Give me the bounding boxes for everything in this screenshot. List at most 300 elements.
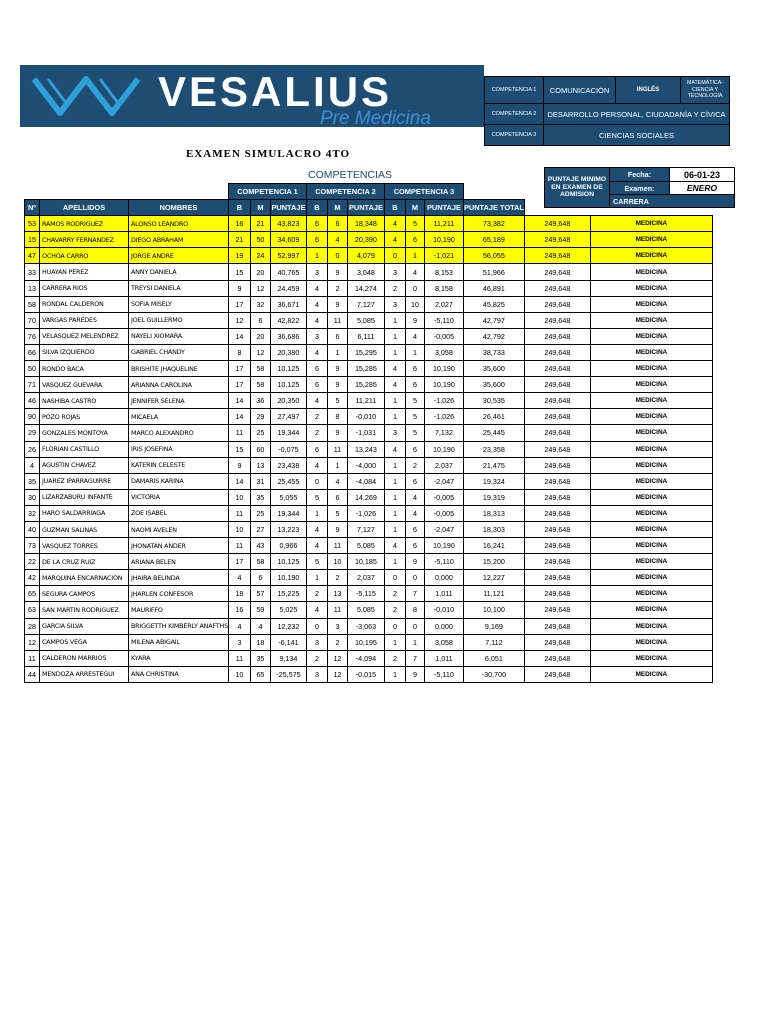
- c1-puntaje: 10,125: [270, 361, 306, 377]
- carrera-cell: MEDICINA: [590, 312, 712, 328]
- puntaje-minimo: 249,648: [524, 505, 590, 521]
- c2-buenas: 3: [306, 328, 327, 344]
- c1-malas: 13: [250, 457, 270, 473]
- c1-buenas: 17: [228, 296, 250, 312]
- carrera-cell: MEDICINA: [590, 377, 712, 393]
- carrera-cell: MEDICINA: [590, 361, 712, 377]
- puntaje-total: 19,319: [463, 489, 524, 505]
- fecha-value: 06-01-23: [670, 168, 735, 182]
- c2-malas: 1: [327, 344, 347, 360]
- c1-buenas: 15: [228, 264, 250, 280]
- puntaje-minimo: 249,648: [524, 377, 590, 393]
- nombres-cell: ANNY DANIELA: [129, 264, 229, 280]
- c3-puntaje: 3,058: [424, 634, 463, 650]
- c1-malas: 12: [250, 280, 270, 296]
- c2-malas: 10: [327, 554, 347, 570]
- c3-buenas: 4: [384, 216, 405, 232]
- carrera-cell: MEDICINA: [590, 554, 712, 570]
- puntaje-total: 26,461: [463, 409, 524, 425]
- c2-buenas: 4: [306, 457, 327, 473]
- row-number: 70: [25, 312, 40, 328]
- c1-puntaje: -6,141: [270, 634, 306, 650]
- c3-buenas: 1: [384, 634, 405, 650]
- nombres-cell: NAOMI AVELEN: [129, 521, 229, 537]
- nombres-cell: MILENA ABIGAIL: [129, 634, 229, 650]
- puntaje-minimo: 249,648: [524, 602, 590, 618]
- puntaje-minimo: 249,648: [524, 441, 590, 457]
- c1-malas: 20: [250, 328, 270, 344]
- c2-malas: 11: [327, 602, 347, 618]
- c1-puntaje: 0,966: [270, 538, 306, 554]
- c2-buenas: 3: [306, 634, 327, 650]
- puntaje-minimo: 249,648: [524, 425, 590, 441]
- c1-buenas: 8: [228, 344, 250, 360]
- col-header: PUNTAJE: [424, 200, 463, 216]
- table-row: [25, 489, 713, 505]
- nombres-cell: JHARLEN CONFESOR: [129, 586, 229, 602]
- col-header: Nº: [25, 200, 40, 216]
- c1-buenas: 11: [228, 425, 250, 441]
- c2-malas: 5: [327, 393, 347, 409]
- c3-buenas: 2: [384, 586, 405, 602]
- apellidos-cell: MARQUINA ENCARNACION: [40, 570, 129, 586]
- c3-malas: 9: [405, 554, 424, 570]
- c1-malas: 21: [250, 216, 270, 232]
- puntaje-minimo: 249,648: [524, 280, 590, 296]
- col-header: M: [327, 200, 347, 216]
- c2-buenas: 4: [306, 521, 327, 537]
- puntaje-total: 35,600: [463, 377, 524, 393]
- c1-puntaje: 43,823: [270, 216, 306, 232]
- carrera-cell: MEDICINA: [590, 425, 712, 441]
- table-row: [25, 264, 713, 280]
- c1-buenas: 14: [228, 393, 250, 409]
- puntaje-total: 11,121: [463, 586, 524, 602]
- c3-puntaje: 2,027: [424, 296, 463, 312]
- c1-buenas: 12: [228, 312, 250, 328]
- carrera-cell: MEDICINA: [590, 634, 712, 650]
- nombres-cell: ARIANNA CAROLINA: [129, 377, 229, 393]
- c1-puntaje: 34,609: [270, 232, 306, 248]
- c2-malas: 9: [327, 264, 347, 280]
- apellidos-cell: OCHOA CARRO: [40, 248, 129, 264]
- c3-malas: 5: [405, 425, 424, 441]
- c1-buenas: 16: [228, 602, 250, 618]
- nombres-cell: ARIANA BELEN: [129, 554, 229, 570]
- puntaje-total: 7,112: [463, 634, 524, 650]
- puntaje-minimo: 249,648: [524, 586, 590, 602]
- nombres-cell: MAURIFFO: [129, 602, 229, 618]
- col-header: B: [384, 200, 405, 216]
- row-number: 90: [25, 409, 40, 425]
- c2-buenas: 6: [306, 216, 327, 232]
- column-header-row: [25, 200, 713, 216]
- c2-buenas: 0: [306, 473, 327, 489]
- c1-buenas: 14: [228, 409, 250, 425]
- c2-malas: 12: [327, 666, 347, 682]
- row-number: 76: [25, 328, 40, 344]
- c3-buenas: 0: [384, 570, 405, 586]
- c2-puntaje: 5,085: [347, 312, 384, 328]
- c1-malas: 35: [250, 650, 270, 666]
- row-number: 66: [25, 344, 40, 360]
- table-row: [25, 521, 713, 537]
- c1-malas: 25: [250, 425, 270, 441]
- row-number: 47: [25, 248, 40, 264]
- table-row: [25, 505, 713, 521]
- puntaje-minimo: 249,648: [524, 489, 590, 505]
- c1-puntaje: 20,380: [270, 344, 306, 360]
- c2-puntaje: 3,048: [347, 264, 384, 280]
- table-row: [25, 361, 713, 377]
- c1-buenas: 18: [228, 586, 250, 602]
- puntaje-total: 18,303: [463, 521, 524, 537]
- table-row: [25, 538, 713, 554]
- puntaje-total: 6,051: [463, 650, 524, 666]
- row-number: 46: [25, 393, 40, 409]
- col-header: APELLIDOS: [40, 200, 129, 216]
- c2-buenas: 1: [306, 570, 327, 586]
- row-number: 63: [25, 602, 40, 618]
- comp-key: COMPETENCIA 1: [485, 77, 544, 104]
- comp-value: CIENCIAS SOCIALES: [544, 125, 730, 146]
- row-number: 42: [25, 570, 40, 586]
- c2-puntaje: 10,195: [347, 634, 384, 650]
- col-header: M: [405, 200, 424, 216]
- carrera-cell: MEDICINA: [590, 666, 712, 682]
- c1-malas: 65: [250, 666, 270, 682]
- apellidos-cell: CAMPOS VEGA: [40, 634, 129, 650]
- c2-puntaje: 14,274: [347, 280, 384, 296]
- c1-buenas: 16: [228, 216, 250, 232]
- c3-puntaje: 10,190: [424, 538, 463, 554]
- c3-puntaje: -0,005: [424, 505, 463, 521]
- c1-puntaje: 20,350: [270, 393, 306, 409]
- puntaje-minimo: 249,648: [524, 216, 590, 232]
- results-body: [25, 216, 713, 683]
- c2-puntaje: 14,269: [347, 489, 384, 505]
- puntaje-minimo: 249,648: [524, 666, 590, 682]
- puntaje-minimo: 249,648: [524, 409, 590, 425]
- c3-malas: 5: [405, 409, 424, 425]
- c3-buenas: 4: [384, 441, 405, 457]
- c2-puntaje: -0,010: [347, 409, 384, 425]
- c1-puntaje: 12,232: [270, 618, 306, 634]
- puntaje-total: 25,445: [463, 425, 524, 441]
- col-header: NOMBRES: [129, 200, 229, 216]
- comp-value: COMUNICACIÓN: [544, 77, 616, 104]
- c3-puntaje: 0,000: [424, 570, 463, 586]
- c1-buenas: 17: [228, 377, 250, 393]
- c1-malas: 24: [250, 248, 270, 264]
- puntaje-minimo: 249,648: [524, 618, 590, 634]
- c1-puntaje: 5,055: [270, 489, 306, 505]
- row-number: 33: [25, 264, 40, 280]
- c3-malas: 4: [405, 489, 424, 505]
- c1-malas: 6: [250, 570, 270, 586]
- carrera-cell: MEDICINA: [590, 618, 712, 634]
- c2-malas: 6: [327, 328, 347, 344]
- examen-value: ENERO: [670, 182, 735, 195]
- c1-buenas: 15: [228, 441, 250, 457]
- table-row: [25, 554, 713, 570]
- c1-malas: 35: [250, 489, 270, 505]
- c2-buenas: 6: [306, 377, 327, 393]
- apellidos-cell: SAN MARTIN RODRIGUEZ: [40, 602, 129, 618]
- c2-malas: 9: [327, 425, 347, 441]
- table-row: [25, 409, 713, 425]
- nombres-cell: VICTORIA: [129, 489, 229, 505]
- c3-puntaje: -5,110: [424, 666, 463, 682]
- c2-puntaje: 2,037: [347, 570, 384, 586]
- carrera-cell: MEDICINA: [590, 344, 712, 360]
- carrera-cell: MEDICINA: [590, 296, 712, 312]
- c3-puntaje: 10,190: [424, 361, 463, 377]
- row-number: 30: [25, 489, 40, 505]
- apellidos-cell: DE LA CRUZ RUIZ: [40, 554, 129, 570]
- table-row: [25, 248, 713, 264]
- c3-buenas: 1: [384, 312, 405, 328]
- c3-buenas: 4: [384, 377, 405, 393]
- apellidos-cell: RAMOS RODRIGUEZ: [40, 216, 129, 232]
- puntaje-total: 46,891: [463, 280, 524, 296]
- c3-buenas: 2: [384, 602, 405, 618]
- apellidos-cell: VELASQUEZ MELENDREZ: [40, 328, 129, 344]
- results-table: [24, 183, 713, 683]
- row-number: 44: [25, 666, 40, 682]
- c1-malas: 27: [250, 521, 270, 537]
- row-number: 50: [25, 361, 40, 377]
- apellidos-cell: GUZMAN SALINAS: [40, 521, 129, 537]
- c2-malas: 4: [327, 232, 347, 248]
- c1-malas: 29: [250, 409, 270, 425]
- row-number: 35: [25, 473, 40, 489]
- apellidos-cell: CHAVARRY FERNANDEZ: [40, 232, 129, 248]
- c1-puntaje: 5,025: [270, 602, 306, 618]
- table-row: [25, 328, 713, 344]
- row-number: 28: [25, 618, 40, 634]
- c2-buenas: 3: [306, 666, 327, 682]
- c2-malas: 5: [327, 505, 347, 521]
- table-row: [25, 441, 713, 457]
- table-row: [25, 425, 713, 441]
- c3-puntaje: -0,005: [424, 328, 463, 344]
- c2-puntaje: -5,115: [347, 586, 384, 602]
- c3-malas: 2: [405, 457, 424, 473]
- c3-puntaje: -2,047: [424, 473, 463, 489]
- puntaje-total: 38,733: [463, 344, 524, 360]
- carrera-cell: MEDICINA: [590, 216, 712, 232]
- c3-malas: 6: [405, 538, 424, 554]
- c3-puntaje: -0,010: [424, 602, 463, 618]
- c2-malas: 3: [327, 618, 347, 634]
- c1-puntaje: 10,125: [270, 554, 306, 570]
- puntaje-minimo: 249,648: [524, 232, 590, 248]
- table-row: [25, 312, 713, 328]
- c1-puntaje: 23,438: [270, 457, 306, 473]
- puntaje-minimo: 249,648: [524, 248, 590, 264]
- examen-label: Examen:: [610, 182, 670, 195]
- c2-puntaje: 18,348: [347, 216, 384, 232]
- nombres-cell: KATERIN CELESTE: [129, 457, 229, 473]
- c1-malas: 32: [250, 296, 270, 312]
- table-row: [25, 666, 713, 682]
- c3-buenas: 1: [384, 409, 405, 425]
- row-number: 12: [25, 634, 40, 650]
- c3-puntaje: 7,132: [424, 425, 463, 441]
- c3-puntaje: 2,037: [424, 457, 463, 473]
- carrera-cell: MEDICINA: [590, 538, 712, 554]
- c1-buenas: 3: [228, 634, 250, 650]
- c2-malas: 12: [327, 650, 347, 666]
- table-row: [25, 602, 713, 618]
- c2-malas: 2: [327, 634, 347, 650]
- c1-puntaje: 42,822: [270, 312, 306, 328]
- carrera-cell: MEDICINA: [590, 441, 712, 457]
- group-header: COMPETENCIA 1: [228, 184, 306, 200]
- carrera-cell: MEDICINA: [590, 264, 712, 280]
- c3-buenas: 1: [384, 473, 405, 489]
- apellidos-cell: LIZARZABURU INFANTE: [40, 489, 129, 505]
- apellidos-cell: AGUSTIN CHAVEZ: [40, 457, 129, 473]
- puntaje-total: -30,700: [463, 666, 524, 682]
- c1-buenas: 14: [228, 328, 250, 344]
- c2-buenas: 6: [306, 441, 327, 457]
- puntaje-total: 45,825: [463, 296, 524, 312]
- puntaje-total: 30,535: [463, 393, 524, 409]
- c3-puntaje: 0,000: [424, 618, 463, 634]
- apellidos-cell: CARRERA RIOS: [40, 280, 129, 296]
- c1-puntaje: 10,190: [270, 570, 306, 586]
- table-row: [25, 393, 713, 409]
- c1-puntaje: 19,344: [270, 505, 306, 521]
- c3-malas: 1: [405, 634, 424, 650]
- c1-puntaje: 36,686: [270, 328, 306, 344]
- nombres-cell: ANA CHRISTINA: [129, 666, 229, 682]
- apellidos-cell: HARO SALDARRIAGA: [40, 505, 129, 521]
- c1-buenas: 10: [228, 666, 250, 682]
- c3-malas: 0: [405, 280, 424, 296]
- c1-buenas: 9: [228, 457, 250, 473]
- c2-buenas: 2: [306, 425, 327, 441]
- c3-malas: 7: [405, 586, 424, 602]
- table-row: [25, 634, 713, 650]
- c2-buenas: 4: [306, 280, 327, 296]
- c1-malas: 6: [250, 312, 270, 328]
- c2-malas: 6: [327, 489, 347, 505]
- c3-buenas: 1: [384, 393, 405, 409]
- table-row: [25, 650, 713, 666]
- c1-puntaje: 24,459: [270, 280, 306, 296]
- row-number: 22: [25, 554, 40, 570]
- c2-malas: 9: [327, 361, 347, 377]
- nombres-cell: NAYELI XIOMARA: [129, 328, 229, 344]
- row-number: 65: [25, 586, 40, 602]
- c2-buenas: 4: [306, 602, 327, 618]
- nombres-cell: JHONATAN ANDER: [129, 538, 229, 554]
- c3-puntaje: 8,158: [424, 280, 463, 296]
- c1-malas: 12: [250, 344, 270, 360]
- row-number: 58: [25, 296, 40, 312]
- c3-puntaje: 1,011: [424, 650, 463, 666]
- c3-puntaje: 10,190: [424, 232, 463, 248]
- col-header: PUNTAJE: [270, 200, 306, 216]
- c3-puntaje: -0,005: [424, 489, 463, 505]
- c3-puntaje: 10,190: [424, 377, 463, 393]
- c2-malas: 8: [327, 409, 347, 425]
- nombres-cell: MARCO ALEXANDRO: [129, 425, 229, 441]
- puntaje-minimo: 249,648: [524, 554, 590, 570]
- table-row: [25, 377, 713, 393]
- apellidos-cell: SEGURA CAMPOS: [40, 586, 129, 602]
- c1-buenas: 11: [228, 650, 250, 666]
- c2-buenas: 4: [306, 538, 327, 554]
- c1-buenas: 17: [228, 361, 250, 377]
- c2-puntaje: 7,127: [347, 521, 384, 537]
- puntaje-total: 10,100: [463, 602, 524, 618]
- table-row: [25, 216, 713, 232]
- c2-buenas: 1: [306, 248, 327, 264]
- c1-puntaje: 9,134: [270, 650, 306, 666]
- c2-buenas: 3: [306, 264, 327, 280]
- c3-buenas: 0: [384, 618, 405, 634]
- row-number: 32: [25, 505, 40, 521]
- c3-puntaje: 10,190: [424, 441, 463, 457]
- nombres-cell: GABRIEL CHANDY: [129, 344, 229, 360]
- c3-buenas: 1: [384, 328, 405, 344]
- c2-puntaje: 4,079: [347, 248, 384, 264]
- c3-malas: 1: [405, 248, 424, 264]
- col-header: B: [306, 200, 327, 216]
- group-header: COMPETENCIA 2: [306, 184, 384, 200]
- nombres-cell: TREYSI DANIELA: [129, 280, 229, 296]
- c3-buenas: 3: [384, 264, 405, 280]
- c2-malas: 11: [327, 312, 347, 328]
- c3-buenas: 4: [384, 538, 405, 554]
- c3-malas: 1: [405, 344, 424, 360]
- c3-buenas: 1: [384, 554, 405, 570]
- puntaje-total: 15,200: [463, 554, 524, 570]
- c2-buenas: 4: [306, 312, 327, 328]
- c1-malas: 60: [250, 441, 270, 457]
- nombres-cell: JORGE ANDRE: [129, 248, 229, 264]
- row-number: 71: [25, 377, 40, 393]
- c1-malas: 25: [250, 505, 270, 521]
- c3-malas: 4: [405, 328, 424, 344]
- c3-buenas: 1: [384, 457, 405, 473]
- c2-buenas: 5: [306, 554, 327, 570]
- c2-puntaje: 11,211: [347, 393, 384, 409]
- puntaje-total: 73,382: [463, 216, 524, 232]
- c1-malas: 18: [250, 634, 270, 650]
- c3-buenas: 1: [384, 521, 405, 537]
- c3-puntaje: 3,058: [424, 344, 463, 360]
- row-number: 11: [25, 650, 40, 666]
- carrera-cell: MEDICINA: [590, 489, 712, 505]
- c3-malas: 5: [405, 216, 424, 232]
- apellidos-cell: MENDOZA ARRESTEGUI: [40, 666, 129, 682]
- c3-malas: 6: [405, 377, 424, 393]
- nombres-cell: IRIS JOSEFINA: [129, 441, 229, 457]
- vesalius-logo-icon: [30, 69, 152, 123]
- c1-puntaje: 15,225: [270, 586, 306, 602]
- row-number: 73: [25, 538, 40, 554]
- c1-puntaje: 25,455: [270, 473, 306, 489]
- nombres-cell: BRISHITE JHAQUELINE: [129, 361, 229, 377]
- c1-buenas: 9: [228, 280, 250, 296]
- c1-malas: 50: [250, 232, 270, 248]
- c2-malas: 9: [327, 377, 347, 393]
